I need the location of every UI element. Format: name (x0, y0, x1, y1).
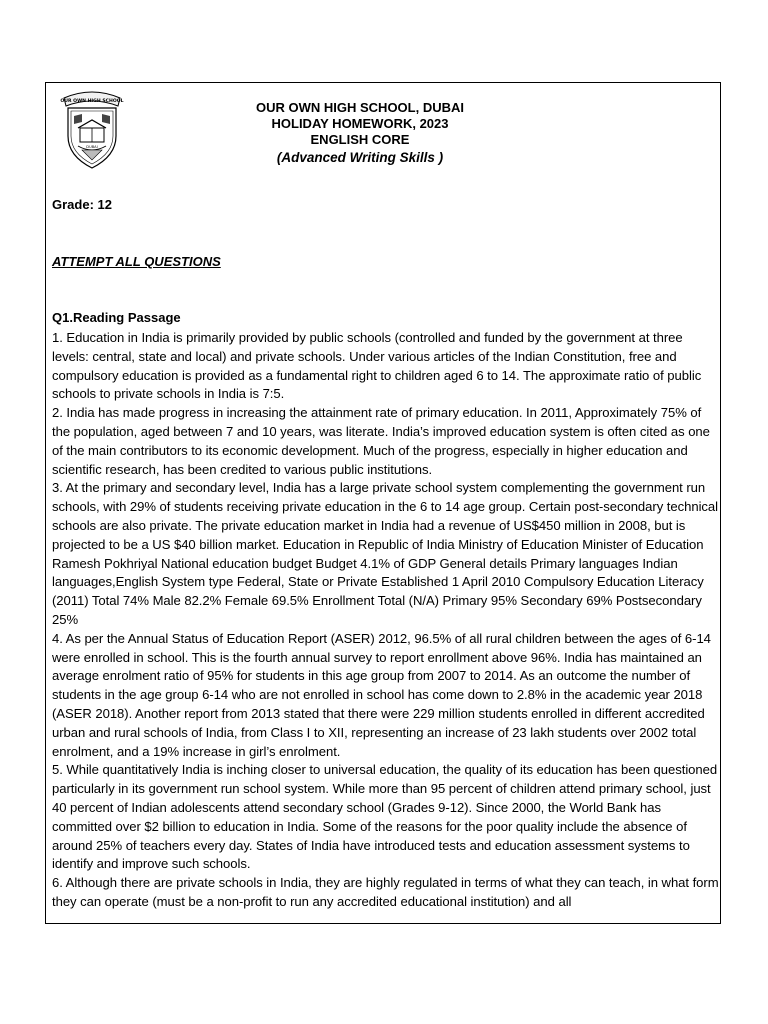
reading-passage (52, 329, 719, 912)
school-name: OUR OWN HIGH SCHOOL, DUBAI (256, 100, 464, 115)
subtitle: (Advanced Writing Skills ) (276, 150, 444, 165)
passage-paragraph-6: 6. Although there are private schools in India, they are highly regulated in terms of what they can teach, in what form they can operate (must be a non-profit to run any accredited educational institution) and all (52, 875, 719, 909)
document-header (150, 100, 570, 166)
passage-paragraph-5: 5. While quantitatively India is inching closer to universal education, the quality of its education has been questioned particularly in its government run school system. While more than 95 percent of children attend primary school, just 40 percent of Indian adolescents attend secondary school (Grades 9-12). Since 2000, the World Bank has committed over $2 billion to education in India. Some of the reasons for the poor quality include the absence of around 25% of teachers every day. States of India have introduced tests and education assessment systems to identify and improve such schools. (52, 762, 718, 872)
homework-title: HOLIDAY HOMEWORK, 2023 (271, 116, 449, 131)
passage-paragraph-2: 2. India has made progress in increasing the attainment rate of primary education. In 2011, Approximately 75% of the population, aged between 7 and 10 years, was literate. India’s improved education system is often cited as one of the main contributors to its economic development. Much of the progress, especially in higher education and scientific research, has been credited to various public institutions. (52, 405, 710, 477)
instruction-heading: ATTEMPT ALL QUESTIONS (52, 254, 221, 269)
crest-banner-text: OUR OWN HIGH SCHOOL (60, 99, 124, 104)
grade-label: Grade: 12 (52, 197, 112, 212)
passage-paragraph-1: 1. Education in India is primarily provided by public schools (controlled and funded by the government at three levels: central, state and local) and private schools. Under various articles of the Indian Constitution, free and compulsory education is provided as a fundamental right to children aged 6 to 14. The approximate ratio of public schools to private schools in India is 7:5. (52, 330, 702, 402)
subject-title: ENGLISH CORE (310, 132, 410, 147)
passage-paragraph-4: 4. As per the Annual Status of Education Report (ASER) 2012, 96.5% of all rural children between the ages of 6-14 were enrolled in school. This is the fourth annual survey to report enrollment above 96%. India has maintained an average enrolment ratio of 95% for students in this age group from 2007 to 2014. As an outcome the number of students in the age group 6-14 who are not enrolled in school has come down to 2.8% in the academic year 2018 (ASER 2018). Another report from 2013 stated that there were 229 million students enrolled in different accredited urban and rural schools of India, from Class I to XII, representing an increase of 23 lakh students over 2002 total enrolment, and a 19% increase in girl’s enrolment. (52, 630, 711, 759)
passage-paragraph-3: 3. At the primary and secondary level, India has a large private school system complementing the government run schools, with 29% of students receiving private education in the 6 to 14 age group. Certain post-secondary technical schools are also private. The private education market in India had a revenue of US$450 million in 2008, but is projected to be a US $40 billion market. Education in Republic of India Ministry of Education Minister of Education Ramesh Pokhriyal National education budget Budget 4.1% of GDP General details Primary languages Indian languages,English System type Federal, State or Private Established 1 April 2010 Compulsory Education Literacy (2011) Total 74% Male 82.2% Female 69.5% Enrollment Total (N/A) Primary 95% Secondary 69% Postsecondary 25% (52, 480, 719, 627)
school-crest-logo (58, 84, 126, 172)
crest-motto: DUBAI (86, 145, 98, 149)
question-title: Q1.Reading Passage (52, 310, 181, 325)
